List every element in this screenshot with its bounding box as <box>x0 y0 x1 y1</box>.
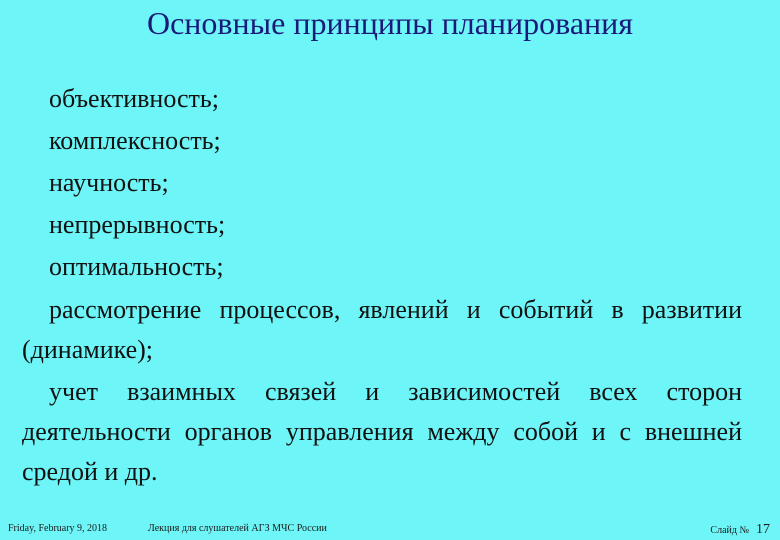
slide-number: 17 <box>756 522 770 537</box>
list-item: комплексность; <box>49 126 221 155</box>
list-item: учет взаимных связей и зависимостей всех сторон деятельности органов управления между собой и с внешней средой и др. <box>22 377 742 486</box>
list-item: оптимальность; <box>49 252 224 281</box>
footer-lecture-title: Лекция для слушателей АГЗ МЧС России <box>148 523 327 534</box>
list-item: непрерывность; <box>49 210 226 239</box>
slide-number-label: Слайд № <box>710 525 749 536</box>
footer-date: Friday, February 9, 2018 <box>8 523 108 534</box>
list-item: научность; <box>49 168 169 197</box>
slide-title: Основные принципы планирования <box>146 5 634 41</box>
list-item: объективность; <box>49 84 219 113</box>
slide-number-block <box>710 523 770 537</box>
list-item: рассмотрение процессов, явлений и событий в развитии (динамике); <box>22 295 742 364</box>
principles-list <box>22 78 742 492</box>
